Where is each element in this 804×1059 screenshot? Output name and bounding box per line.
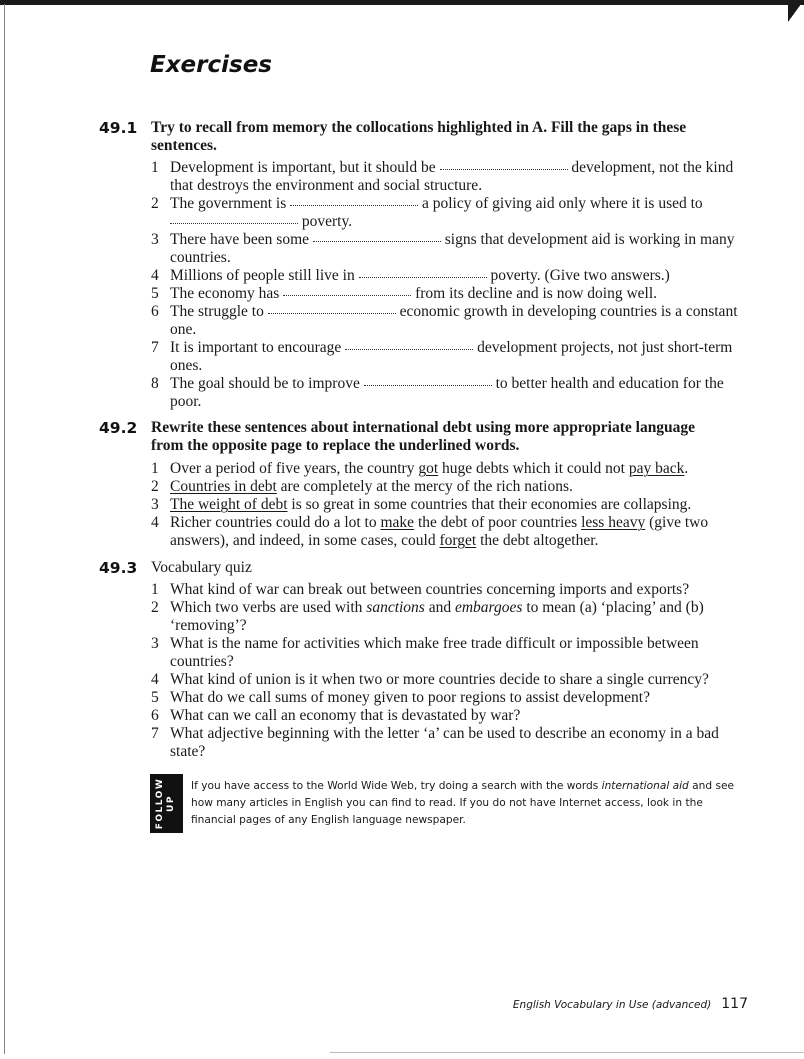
exercise-item [151,285,741,303]
underlined-word: less heavy [581,514,646,531]
top-rule [0,0,804,5]
item-text: to mean (a) ‘placing’ and (b) ‘removing’? [170,599,704,634]
item-number: 5 [151,689,159,706]
underlined-word: pay back [628,460,685,477]
item-text: Which two verbs are used with [170,599,367,616]
section-number: 49.1 [99,119,138,137]
item-number: 1 [151,159,159,176]
section-instruction: Vocabulary quiz [151,559,252,576]
exercise-item [151,375,741,411]
item-number: 3 [151,635,159,652]
item-text: Development is important, but it should be [170,159,436,176]
item-text: development, not the kind that destroys the environment and social structure. [170,159,734,194]
exercise-item [151,159,741,195]
item-number: 1 [151,581,159,598]
exercise-item [151,267,741,285]
item-text: signs that development aid is working in many countries. [170,231,735,266]
item-text: The government is [170,195,287,212]
item-number: 4 [151,267,159,284]
item-text: There have been some [170,231,310,248]
follow-up-italic-term: international aid [601,780,689,792]
item-number: 4 [151,514,159,531]
item-text: It is important to encourage [170,339,342,356]
item-number: 2 [151,599,159,616]
gap-blank[interactable] [170,222,298,224]
gap-blank[interactable] [290,204,418,206]
follow-up-label [150,774,183,833]
exercise-item [151,599,741,635]
underlined-word: make [380,514,415,531]
follow-up-label-line: FOLLOW [155,777,165,830]
gap-blank[interactable] [345,348,473,350]
bottom-rule [330,1052,804,1053]
item-number: 7 [151,339,159,356]
item-text: The goal should be to improve [170,375,360,392]
item-text: from its decline and is now doing well. [415,285,658,302]
item-text: poverty. (Give two answers.) [490,267,670,284]
section-instruction: Try to recall from memory the collocations highlighted in A. Fill the gaps in these sentences. [151,119,687,154]
footer-title: English Vocabulary in Use (advanced) [512,999,712,1011]
item-text: Millions of people still live in [170,267,355,284]
exercise-item [151,707,741,725]
item-text: What is the name for activities which make free trade difficult or impossible between countries? [170,635,699,670]
top-rule-corner [788,0,804,22]
item-text: . [684,460,689,477]
item-text: What do we call sums of money given to poor regions to assist development? [170,689,650,706]
page-title: Exercises [150,52,272,78]
item-text: What can we call an economy that is devastated by war? [170,707,521,724]
follow-up-text [191,778,736,829]
item-number: 6 [151,303,159,320]
exercise-item [151,231,741,267]
underlined-word: The weight of debt [170,496,288,513]
exercise-item [151,581,741,599]
item-text: a policy of giving aid only where it is used to [421,195,703,212]
follow-up-label-line: UP [166,795,176,812]
italic-term: sanctions [366,599,425,616]
follow-up-text-part: If you have access to the World Wide Web, try doing a search with the words [191,780,602,792]
item-text: huge debts which it could not [438,460,629,477]
left-margin-rule [4,4,5,1054]
item-text: economic growth in developing countries is a constant one. [170,303,738,338]
underlined-word: forget [439,531,477,549]
item-text: Richer countries could do a lot to [170,514,381,531]
item-text: to better health and education for the poor. [170,375,724,410]
underlined-word: Countries in debt [170,478,277,495]
exercise-item [151,339,741,375]
item-text: the debt of poor countries [414,514,582,531]
item-text: What adjective beginning with the letter ‘a’ can be used to describe an economy in a bad state? [170,725,719,760]
section-number: 49.2 [99,419,138,437]
item-number: 2 [151,195,159,212]
exercise-item [151,478,741,496]
item-text: What kind of war can break out between countries concerning imports and exports? [170,581,690,598]
exercise-item [151,303,741,339]
item-number: 3 [151,496,159,513]
underlined-word: got [418,460,439,477]
page-footer [480,996,748,1012]
exercise-item [151,635,741,671]
item-text: are completely at the mercy of the rich nations. [276,478,573,495]
item-number: 2 [151,478,159,495]
exercise-item [151,689,741,707]
item-text: the debt altogether. [476,531,599,549]
item-number: 5 [151,285,159,302]
item-number: 7 [151,725,159,742]
item-text: What kind of union is it when two or more countries decide to share a single currency? [170,671,709,688]
page-number: 117 [721,996,748,1012]
exercise-item [151,460,741,478]
exercise-item [151,514,741,550]
gap-blank[interactable] [364,384,492,386]
item-text: is so great in some countries that their economies are collapsing. [287,496,692,513]
item-text: and [424,599,455,616]
section-instruction: Rewrite these sentences about international debt using more appropriate language from the opposite page to replace the underlined words. [151,419,696,454]
item-text: (give two answers), and indeed, in some cases, could [170,514,709,549]
follow-up-text-part: and see how many articles in English you can find to read. If you do not have Internet access, look in the financial pages of any English language newspaper. [191,780,735,826]
item-text: poverty. [301,212,353,230]
item-number: 1 [151,460,159,477]
exercise-item [151,725,741,761]
section-number: 49.3 [99,559,138,577]
item-number: 3 [151,231,159,248]
gap-blank[interactable] [313,240,441,242]
italic-term: embargoes [454,599,523,616]
gap-blank[interactable] [268,312,396,314]
gap-blank[interactable] [359,276,487,278]
item-text: The struggle to [170,303,264,320]
item-text: The economy has [170,285,280,302]
item-number: 6 [151,707,159,724]
item-text: development projects, not just short-term ones. [170,339,733,374]
exercise-item [151,195,741,231]
exercise-item [151,496,741,514]
gap-blank[interactable] [283,294,411,296]
exercise-item [151,671,741,689]
item-number: 8 [151,375,159,392]
gap-blank[interactable] [440,168,568,170]
item-number: 4 [151,671,159,688]
item-text: Over a period of five years, the country [170,460,419,477]
